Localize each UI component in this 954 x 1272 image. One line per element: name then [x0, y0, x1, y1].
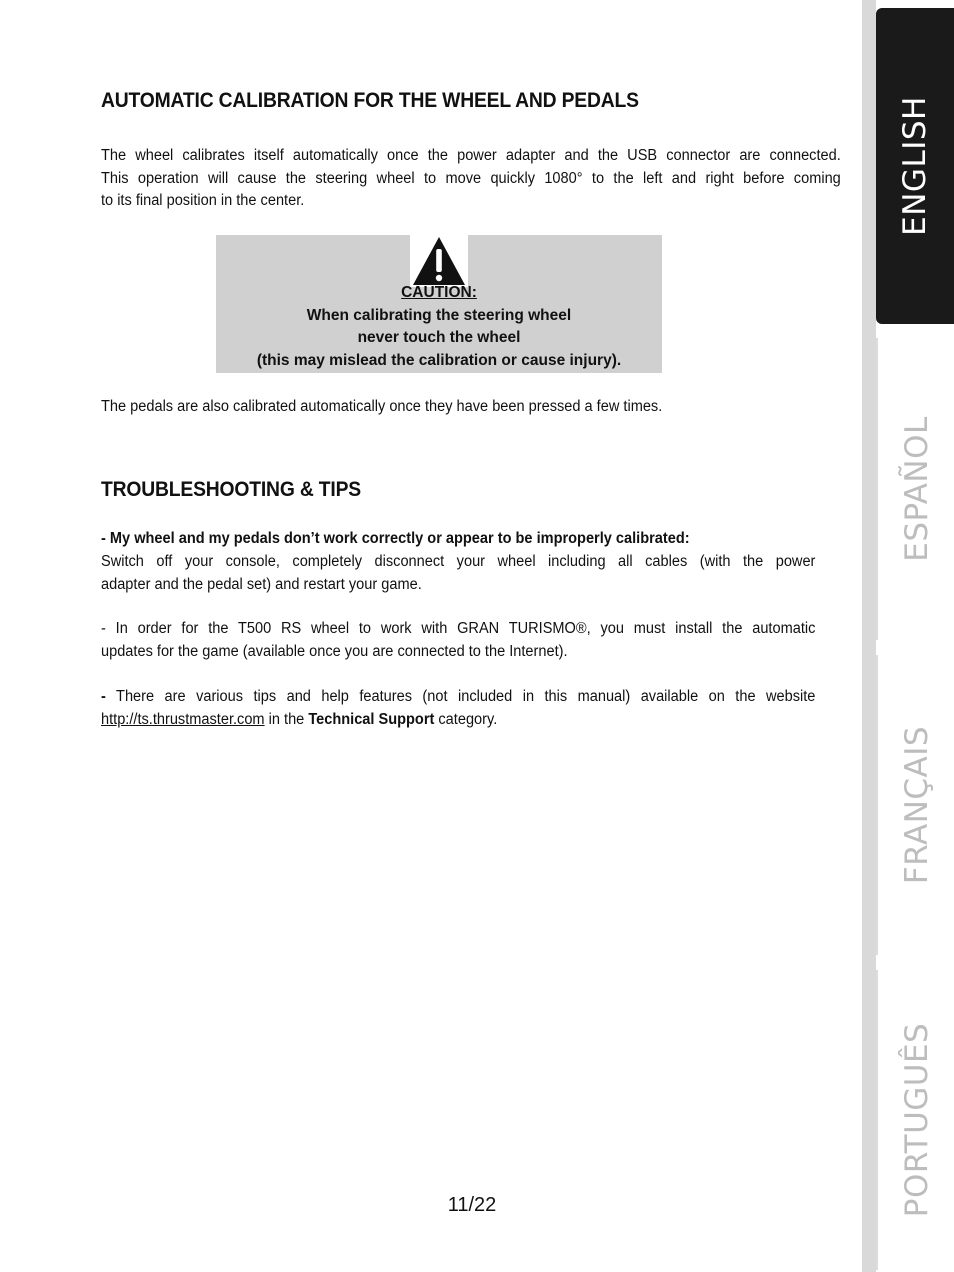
page-number: 11/22	[447, 1194, 497, 1216]
tab-espanol[interactable]	[876, 338, 954, 640]
pedals-paragraph: The pedals are also calibrated automatically once they have been pressed a few times.	[101, 398, 663, 415]
tab-label: ESPAÑOL	[899, 416, 935, 562]
paragraph-line: Switch off your console, completely disconnect your wheel including all cables (with the power	[101, 553, 816, 570]
tab-english[interactable]	[876, 8, 954, 324]
caution-text	[216, 282, 662, 372]
tip3-end: category.	[438, 710, 498, 728]
tip2-paragraph	[101, 618, 815, 663]
section-title-calibration: AUTOMATIC CALIBRATION FOR THE WHEEL AND PEDALS	[101, 89, 639, 112]
tip3-text: There are various tips and help features (not included in this manual) available on the website	[116, 688, 816, 705]
paragraph-line: The wheel calibrates itself automatically once the power adapter and the USB connector are connected.	[101, 147, 841, 164]
thrustmaster-support-link[interactable]: http://ts.thrustmaster.com	[101, 710, 265, 728]
calibration-paragraph	[101, 145, 841, 213]
paragraph-line: - In order for the T500 RS wheel to work with GRAN TURISMO®, you must install the automatic	[101, 620, 816, 637]
caution-box	[216, 235, 662, 373]
tip1-paragraph	[101, 551, 815, 596]
tip3-mid: in the	[268, 710, 305, 728]
paragraph-line: adapter and the pedal set) and restart your game.	[101, 575, 422, 593]
tip3-dash: -	[101, 688, 106, 705]
tab-francais[interactable]	[876, 655, 954, 955]
tab-strip	[862, 0, 876, 1272]
caution-heading: CAUTION:	[401, 284, 477, 301]
paragraph-line: This operation will cause the steering wheel to move quickly 1080° to the left and right before coming	[101, 169, 841, 187]
tab-portugues[interactable]	[876, 970, 954, 1270]
tip3-paragraph	[101, 686, 815, 731]
tab-label: PORTUGUÊS	[899, 1022, 935, 1218]
tab-label: FRANÇAIS	[899, 725, 935, 885]
section-title-troubleshooting: TROUBLESHOOTING & TIPS	[101, 478, 362, 501]
caution-line: (this may mislead the calibration or cause injury).	[256, 351, 622, 369]
paragraph-line: updates for the game (available once you are connected to the Internet).	[101, 642, 568, 660]
warning-icon	[410, 235, 468, 287]
paragraph-line: to its final position in the center.	[101, 192, 305, 209]
paragraph-line	[101, 709, 815, 732]
language-tabs	[862, 0, 954, 1272]
technical-support-label: Technical Support	[308, 710, 435, 728]
caution-line: never touch the wheel	[357, 329, 521, 346]
paragraph-line	[101, 686, 815, 709]
caution-line: When calibrating the steering wheel	[306, 306, 572, 324]
tip1-heading: - My wheel and my pedals don’t work correctly or appear to be improperly calibrated:	[101, 530, 690, 547]
tab-label: ENGLISH	[897, 96, 933, 236]
